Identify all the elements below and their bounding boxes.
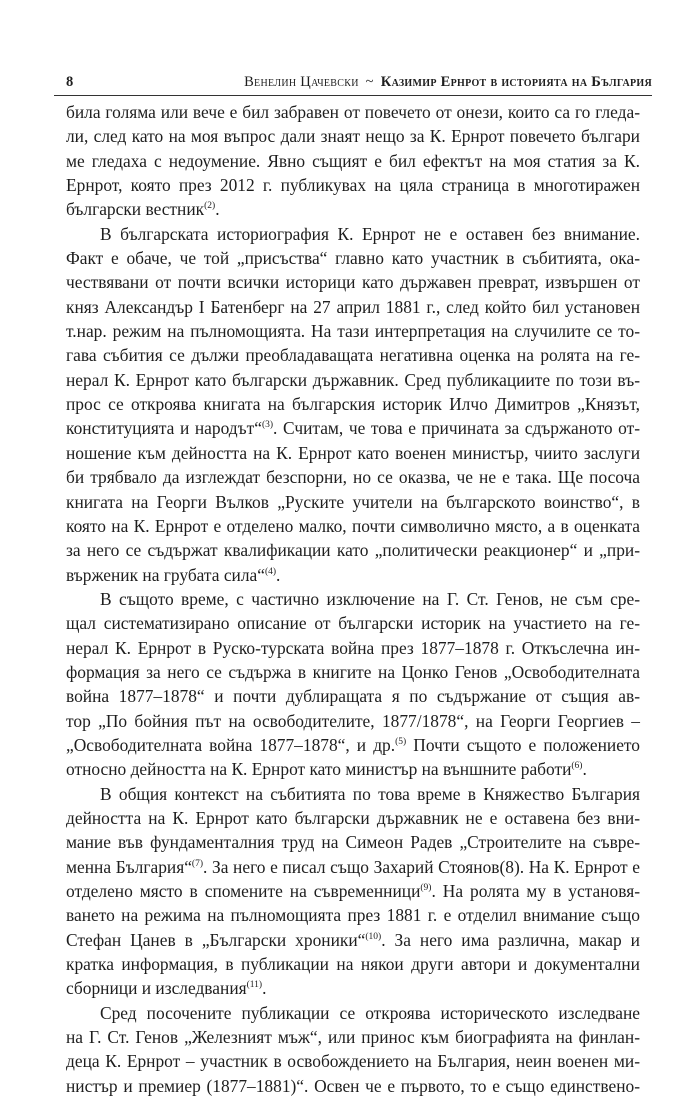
text-line — [66, 392, 640, 416]
text-line — [66, 197, 640, 221]
line-text-continued: . За него е писал също Захарий Стоянов(8). На К. Ернрот е — [203, 856, 640, 877]
text-line — [66, 465, 640, 489]
line-text-continued: . — [276, 564, 281, 585]
text-line — [66, 1074, 640, 1098]
text-line — [66, 636, 640, 660]
line-text: чествявани от почти всички историци като държавен преврат, извършен от — [66, 272, 640, 293]
text-line — [66, 903, 640, 927]
text-line — [66, 514, 640, 538]
line-text: Ернрот, която през 2012 г. публикувах на цяла страница в многотиражен — [66, 175, 640, 196]
line-text: Факт е обаче, че той „присъства“ главно като участник в събитията, ока- — [66, 248, 640, 269]
footnote-marker: (2) — [204, 201, 216, 212]
line-text: княз Александър I Батенберг на 27 април 1881 г., след който бил установен — [66, 296, 640, 317]
text-line — [66, 270, 640, 294]
line-text: дейността на К. Ернрот като български държавник не е оставена без вни- — [66, 807, 640, 828]
line-text: за него се съдържат квалификации като „политически реакционер“ и „при- — [66, 540, 640, 561]
running-title — [244, 74, 652, 91]
text-line — [66, 100, 640, 124]
line-text: нерал К. Ернрот в Руско-турската война през 1877–1878 г. Откъслечна ин- — [66, 637, 640, 658]
text-line — [66, 368, 640, 392]
text-line — [66, 830, 640, 854]
line-text-continued: . За него има различна, макар и — [381, 929, 640, 950]
line-text: тор „По бойния път на освободителите, 1877/1878“, на Георги Георгиев – — [66, 710, 640, 731]
text-line — [66, 1001, 640, 1025]
line-text: ме гледаха с недоумение. Явно същият е бил ефектът на моя статия за К. — [66, 150, 640, 171]
line-text: менна България“ — [66, 856, 192, 877]
line-text: ли, след като на моя въпрос дали знаят нещо за К. Ернрот повечето българи — [66, 126, 640, 147]
text-line — [66, 295, 640, 319]
line-text: отделено място в спомените на съвременници — [66, 881, 421, 901]
text-line — [66, 660, 640, 684]
line-text: нистър и премиер (1877–1881)“. Освен че е първото, то е също единствено- — [66, 1075, 640, 1096]
text-line — [66, 343, 640, 367]
line-text-continued: Почти същото е положението — [406, 734, 640, 755]
text-line — [66, 611, 640, 635]
line-text: сборници и изследвания — [66, 978, 247, 999]
line-text: „Освободителната война 1877–1878“, и др. — [66, 734, 396, 755]
line-text: ването на режима на пълномощията през 1881 г. е отделил внимание също — [66, 905, 640, 926]
line-text: формация за него се съдържа в книгите на Цонко Генов „Освободителната — [66, 661, 640, 682]
text-line — [66, 246, 640, 270]
footnote-marker: (4) — [264, 566, 277, 577]
line-text: война 1877–1878“ и почти дублиращата я по съдържание от същия ав- — [66, 686, 640, 707]
line-text: В общия контекст на събитията по това време в Княжество България — [100, 783, 640, 804]
footnote-marker: (11) — [246, 980, 263, 991]
line-text: кратка информация, в публикации на някои други автори и документални — [66, 954, 640, 975]
text-line — [66, 441, 640, 465]
text-line — [66, 684, 640, 708]
line-text: деца К. Ернрот – участник в освобождението на България, неин военен ми- — [66, 1051, 640, 1072]
line-text: т.нар. режим на пълномощията. На тази интерпретация на случилите се то- — [66, 321, 640, 342]
text-line — [66, 563, 640, 587]
line-text: нерал К. Ернрот като български държавник. Сред публикациите по този въ- — [66, 369, 640, 390]
footnote-marker: (6) — [571, 761, 583, 772]
text-line — [66, 319, 640, 343]
header-author: Венелин Цачевски — [244, 74, 359, 90]
text-line — [66, 928, 640, 952]
line-text: мание във фундаменталния труд на Симеон Радев „Строителите на съвре- — [66, 832, 640, 853]
line-text-continued: . Считам, че това е причината за сдържаното от- — [273, 418, 640, 439]
text-line — [66, 855, 640, 879]
line-text: Сред посочените публикации се откроява историческото изследване — [100, 1002, 640, 1023]
footnote-marker: (7) — [191, 858, 203, 869]
text-line — [66, 173, 640, 197]
text-line — [66, 416, 640, 440]
text-line — [66, 782, 640, 806]
line-text: върженик на грубата сила“ — [66, 564, 265, 585]
text-line — [66, 1025, 640, 1049]
text-line — [66, 587, 640, 611]
text-line — [66, 222, 640, 246]
line-text: книгата на Георги Вълков „Руските учители на българското воинство“, в — [66, 491, 640, 512]
line-text: ношение към дейността на К. Ернрот като военен министър, чиито заслуги — [66, 442, 640, 463]
line-text: Стефан Цанев в „Български хроники“ — [66, 929, 366, 950]
header-separator: ~ — [365, 74, 374, 90]
line-text: която на К. Ернрот е отделено малко, почти символично място, а в оценката — [66, 515, 640, 536]
line-text-continued: . — [262, 978, 267, 999]
line-text-continued: . На ролята му в установя- — [431, 881, 640, 901]
header-rule — [54, 95, 652, 96]
footnote-marker: (9) — [420, 883, 432, 893]
line-text: била голяма или вече е бил забравен от повечето от онези, които са го гледа- — [66, 102, 640, 122]
text-line — [66, 538, 640, 562]
text-line — [66, 806, 640, 830]
line-text-continued: . — [215, 199, 220, 220]
line-text: относно дейността на К. Ернрот като министър на външните работи — [66, 759, 572, 780]
footnote-marker: (10) — [365, 931, 382, 942]
text-line — [66, 757, 640, 781]
footnote-marker: (5) — [395, 736, 407, 747]
line-text: би трябвало да изглеждат безспорни, но се оказва, че не е така. Ще посоча — [66, 467, 640, 488]
text-line — [66, 124, 640, 148]
line-text: български вестник — [66, 199, 205, 220]
text-line — [66, 490, 640, 514]
text-line — [66, 733, 640, 757]
line-text: прос се откроява книгата на българския историк Илчо Димитров „Князът, — [66, 394, 640, 415]
text-line — [66, 149, 640, 173]
text-line — [66, 879, 640, 903]
line-text-continued: . — [582, 759, 587, 780]
footnote-marker: (3) — [261, 420, 274, 431]
text-line — [66, 976, 640, 1000]
text-line — [66, 1049, 640, 1073]
line-text: гава събития се дължи преобладаващата негативна оценка на ролята на ге- — [66, 345, 640, 366]
text-line — [66, 709, 640, 733]
line-text: на Г. Ст. Генов „Железният мъж“, или принос към биографията на финлан- — [66, 1027, 640, 1048]
page-number: 8 — [66, 74, 74, 90]
body-text — [66, 100, 640, 1098]
line-text: конституцията и народът“ — [66, 418, 262, 439]
text-line — [66, 952, 640, 976]
line-text: В българската историография К. Ернрот не е оставен без внимание. — [100, 223, 640, 244]
line-text: В същото време, с частично изключение на Г. Ст. Генов, не съм сре- — [100, 588, 640, 609]
running-header — [54, 74, 652, 94]
line-text: щал систематизирано описание от български историк на участието на ге- — [66, 613, 640, 634]
header-book-title: Казимир Ернрот в историята на България — [380, 74, 652, 90]
